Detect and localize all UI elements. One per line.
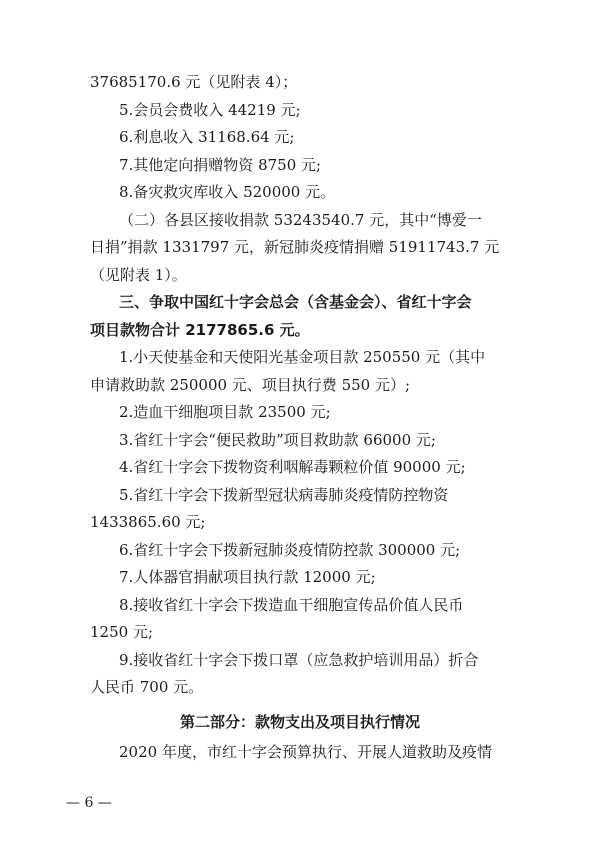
text-line: （见附表 1）。 [90,265,187,284]
text-line: 2.造血干细胞项目款 23500 元; [119,403,331,421]
text-line: 6.利息收入 31168.64 元; [119,128,295,146]
text-line: 1.小天使基金和天使阳光基金项目款 250550 元（其中 [119,348,486,366]
text-line: 9.接收省红十字会下拨口罩（应急救护培训用品）折合 [119,650,479,669]
text-line: 7.其他定向捐赠物资 8750 元; [119,155,322,174]
text-line: 申请救助款 250000 元、项目执行费 550 元）; [90,375,411,394]
text-line: （二）各县区接收捐款 53243540.7 元，其中“博爱一 [119,210,482,229]
text-line: 6.省红十字会下拨新冠肺炎疫情防控款 300000 元; [119,540,461,559]
text-line: 5.省红十字会下拨新型冠状病毒肺炎疫情防控物资 [119,485,449,504]
part-two-heading: 第二部分：款物支出及项目执行情况 [179,713,420,731]
section-heading-line: 项目款物合计 2177865.6 元。 [90,320,310,339]
text-line: 7.人体器官捐献项目执行款 12000 元; [119,568,376,586]
text-line: 日捐”捐款 1331797 元，新冠肺炎疫情捐赠 51911743.7 元 [90,238,500,256]
page-number: — 6 — [66,795,112,811]
text-line: 2020 年度，市红十字会预算执行、开展人道救助及疫情 [119,743,492,761]
text-line: 8.接收省红十字会下拨造血干细胞宣传品价值人民币 [119,595,464,614]
text-line: 5.会员会费收入 44219 元; [119,100,301,119]
text-line: 1250 元; [90,623,153,641]
text-line: 1433865.60 元; [90,513,206,531]
text-line: 8.备灾救灾库收入 520000 元。 [119,183,336,201]
text-line: 4.省红十字会下拨物资利咽解毒颗粒价值 90000 元; [119,458,466,476]
text-line: 人民币 700 元。 [90,678,204,696]
section-heading-line: 三、争取中国红十字会总会（含基金会）、省红十字会 [119,293,472,311]
text-line: 3.省红十字会“便民救助”项目救助款 66000 元; [119,430,436,449]
text-line: 37685170.6 元（见附表 4）； [90,73,298,91]
